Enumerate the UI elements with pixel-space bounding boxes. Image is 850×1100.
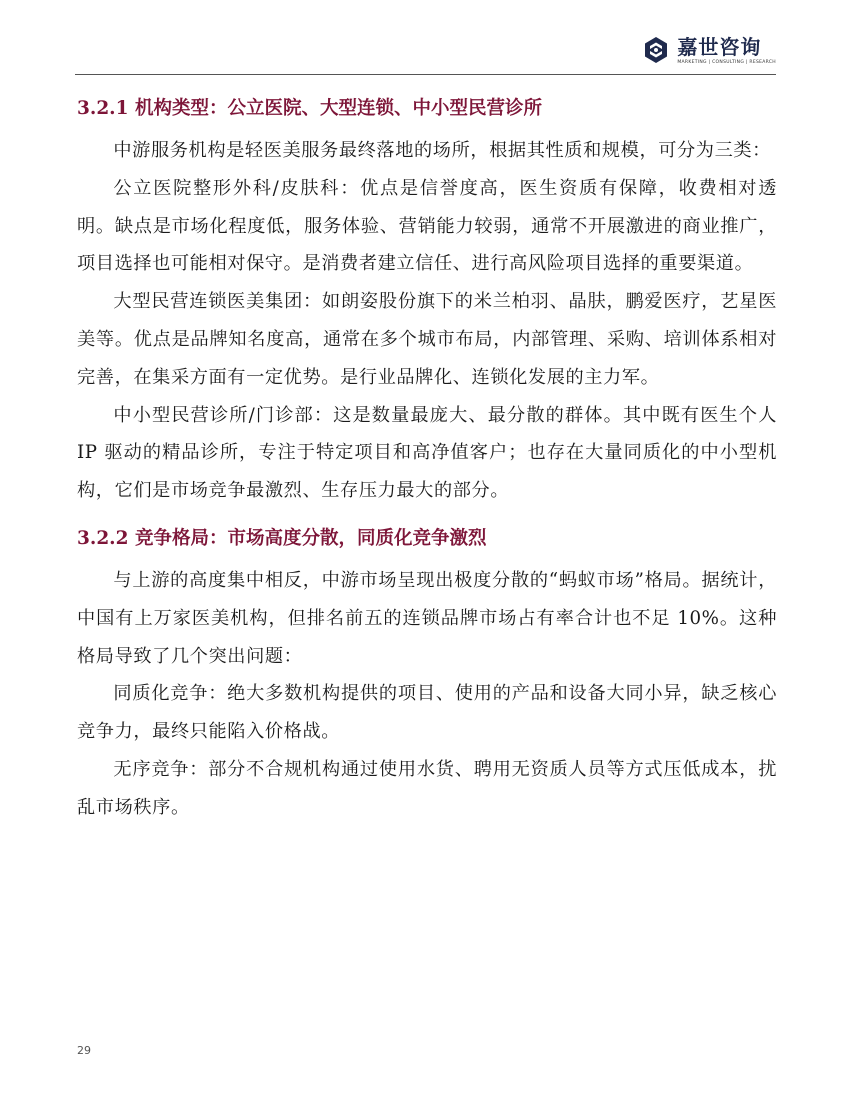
body-paragraph: 公立医院整形外科/皮肤科：优点是信誉度高，医生资质有保障，收费相对透明。缺点是市场化程度低，服务体验、营销能力较弱，通常不开展激进的商业推广，项目选择也可能相对保守。是消费者建立信任、进行高风险项目选择的重要渠道。 [77,177,777,275]
brand-wordmark [677,36,776,65]
brand-logo-icon [641,35,671,65]
body-paragraph: 与上游的高度集中相反，中游市场呈现出极度分散的“蚂蚁市场”格局。据统计，中国有上万家医美机构，但排名前五的连锁品牌市场占有率合计也不足 10%。这种格局导致了几个突出问题： [77,569,777,667]
header-divider [75,74,776,75]
body-paragraph: 大型民营连锁医美集团：如朗姿股份旗下的米兰柏羽、晶肤，鹏爱医疗，艺星医美等。优点是品牌知名度高，通常在多个城市布局，内部管理、采购、培训体系相对完善，在集采方面有一定优势。是行业品牌化、连锁化发展的主力军。 [77,291,777,388]
page-number: 29 [77,1044,91,1057]
section-heading-3-2-2: 3.2.2 竞争格局：市场高度分散，同质化竞争激烈 [77,527,487,549]
brand-name: 嘉世咨询 [677,34,762,59]
body-paragraph: 同质化竞争：绝大多数机构提供的项目、使用的产品和设备大同小异，缺乏核心竞争力，最终只能陷入价格战。 [77,683,777,743]
section-heading-3-2-1: 3.2.1 机构类型：公立医院、大型连锁、中小型民营诊所 [77,98,542,119]
body-paragraph: 中小型民营诊所/门诊部：这是数量最庞大、最分散的群体。其中既有医生个人 IP 驱动的精品诊所，专注于特定项目和高净值客户；也存在大量同质化的中小型机构，它们是市场竞争最激烈、生存压力最大的部分。 [77,404,777,502]
header [641,30,776,70]
body-paragraph: 中游服务机构是轻医美服务最终落地的场所，根据其性质和规模，可分为三类： [113,140,771,161]
body-paragraph: 无序竞争：部分不合规机构通过使用水货、聘用无资质人员等方式压低成本，扰乱市场秩序。 [77,758,777,818]
document-body [77,96,777,827]
brand-tagline: MARKETING | CONSULTING | RESEARCH [677,59,776,65]
